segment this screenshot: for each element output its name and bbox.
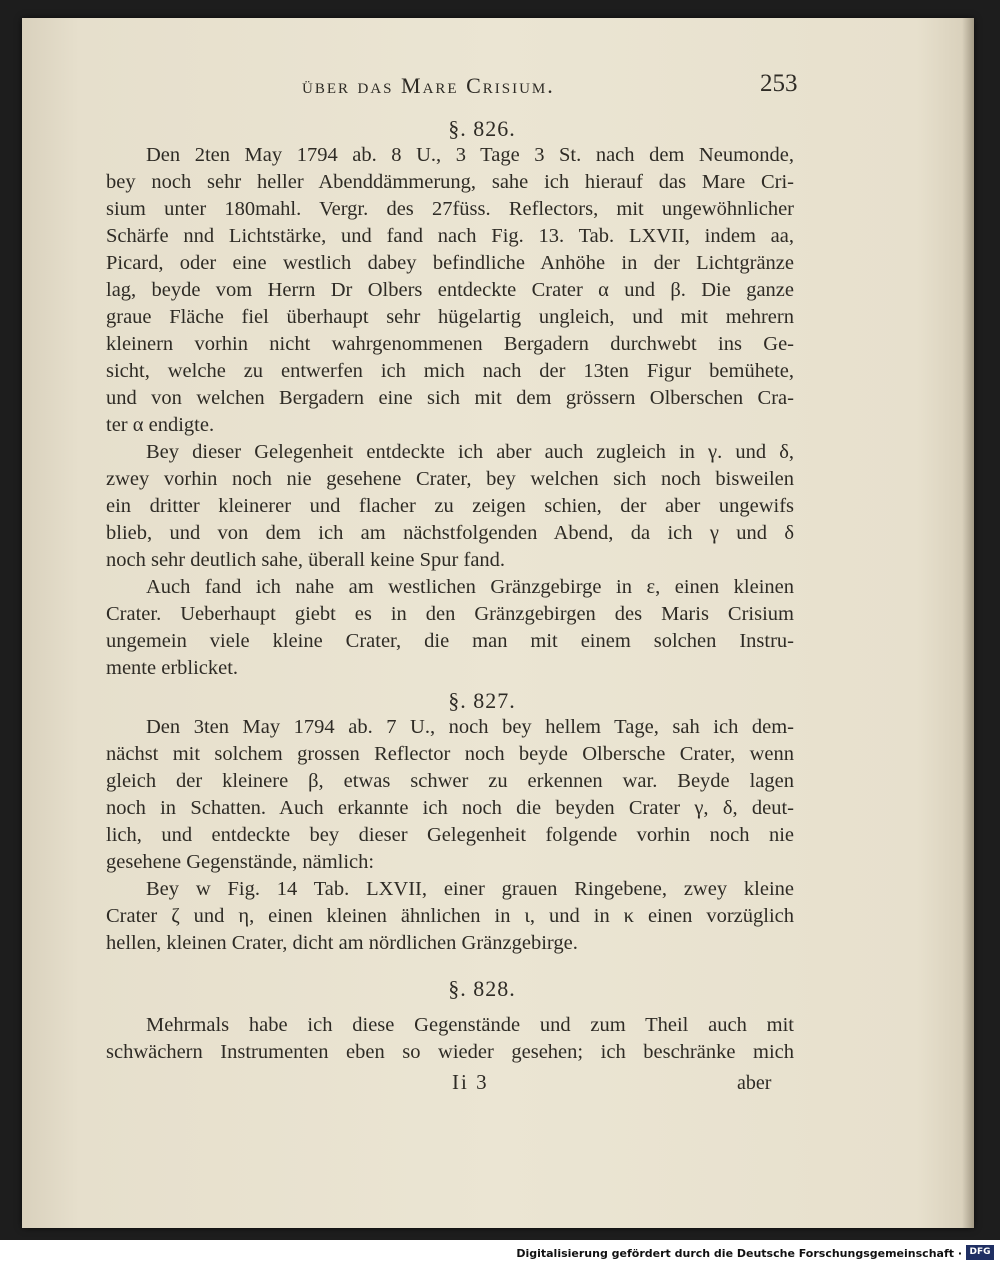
text-line: Picard, oder eine westlich dabey befindliche Anhöhe in der Lichtgränze xyxy=(106,252,794,274)
digitization-footer xyxy=(0,1240,1000,1268)
text-line: zwey vorhin noch nie gesehene Crater, bey welchen sich noch bisweilen xyxy=(106,468,794,490)
footer-credit: Digitalisierung gefördert durch die Deutsche Forschungsgemeinschaft · xyxy=(516,1247,962,1260)
text-line: Mehrmals habe ich diese Gegenstände und zum Theil auch mit xyxy=(146,1014,794,1036)
text-line: blieb, und von dem ich am nächstfolgenden Abend, da ich γ und δ xyxy=(106,522,794,544)
dfg-logo: DFG xyxy=(966,1245,994,1260)
text-line: Bey dieser Gelegenheit entdeckte ich aber auch zugleich in γ. und δ, xyxy=(146,441,794,463)
text-line: ein dritter kleinerer und flacher zu zeigen schien, der aber ungewifs xyxy=(106,495,794,517)
running-header: über das Mare Crisium. xyxy=(302,73,555,98)
text-line: noch sehr deutlich sahe, überall keine Spur fand. xyxy=(106,549,506,571)
text-line: mente erblicket. xyxy=(106,657,239,679)
text-line: hellen, kleinen Crater, dicht am nördlichen Gränzgebirge. xyxy=(106,932,578,954)
catchword: aber xyxy=(737,1072,772,1094)
text-line: ter α endigte. xyxy=(106,414,215,436)
text-line: ungemein viele kleine Crater, die man mit einem solchen Instru- xyxy=(106,630,794,652)
section-heading-828: §. 828. xyxy=(448,976,516,1001)
section-heading-827: §. 827. xyxy=(448,688,516,713)
signature-mark: Ii 3 xyxy=(452,1070,489,1094)
text-line: sium unter 180mahl. Vergr. des 27füss. Reflectors, mit ungewöhnlicher xyxy=(106,198,794,220)
text-line: Den 3ten May 1794 ab. 7 U., noch bey hellem Tage, sah ich dem- xyxy=(146,716,794,738)
text-line: Den 2ten May 1794 ab. 8 U., 3 Tage 3 St. nach dem Neumonde, xyxy=(146,144,794,166)
text-line: und von welchen Bergadern eine sich mit dem grössern Olberschen Cra- xyxy=(106,387,794,409)
text-line: noch in Schatten. Auch erkannte ich noch die beyden Crater γ, δ, deut- xyxy=(106,797,794,819)
text-line: lag, beyde vom Herrn Dr Olbers entdeckte Crater α und β. Die ganze xyxy=(106,279,794,301)
page-number: 253 xyxy=(760,70,798,97)
text-line: gesehene Gegenstände, nämlich: xyxy=(106,851,375,873)
text-line: Bey w Fig. 14 Tab. LXVII, einer grauen Ringebene, zwey kleine xyxy=(146,878,794,900)
section-heading-826: §. 826. xyxy=(448,116,516,141)
text-line: lich, und entdeckte bey dieser Gelegenheit folgende vorhin noch nie xyxy=(106,824,794,846)
book-page xyxy=(22,18,974,1228)
text-line: schwächern Instrumenten eben so wieder gesehen; ich beschränke mich xyxy=(106,1041,794,1063)
text-line: Crater ζ und η, einen kleinen ähnlichen in ι, und in κ einen vorzüglich xyxy=(106,905,794,927)
text-line: nächst mit solchem grossen Reflector noch beyde Olbersche Crater, wenn xyxy=(106,743,794,765)
text-line: kleinern vorhin nicht wahrgenommenen Bergadern durchwebt ins Ge- xyxy=(106,333,794,355)
text-line: Auch fand ich nahe am westlichen Gränzgebirge in ε, einen kleinen xyxy=(146,576,794,598)
text-line: Crater. Ueberhaupt giebt es in den Gränzgebirgen des Maris Crisium xyxy=(106,603,794,625)
text-line: sicht, welche zu entwerfen ich mich nach der 13ten Figur bemühete, xyxy=(106,360,794,382)
text-line: bey noch sehr heller Abenddämmerung, sahe ich hierauf das Mare Cri- xyxy=(106,171,794,193)
text-line: graue Fläche fiel überhaupt sehr hügelartig ungleich, und mit mehrern xyxy=(106,306,794,328)
text-line: Schärfe nnd Lichtstärke, und fand nach Fig. 13. Tab. LXVII, indem aa, xyxy=(106,225,794,247)
page-text xyxy=(22,18,974,1228)
text-line: gleich der kleinere β, etwas schwer zu erkennen war. Beyde lagen xyxy=(106,770,794,792)
